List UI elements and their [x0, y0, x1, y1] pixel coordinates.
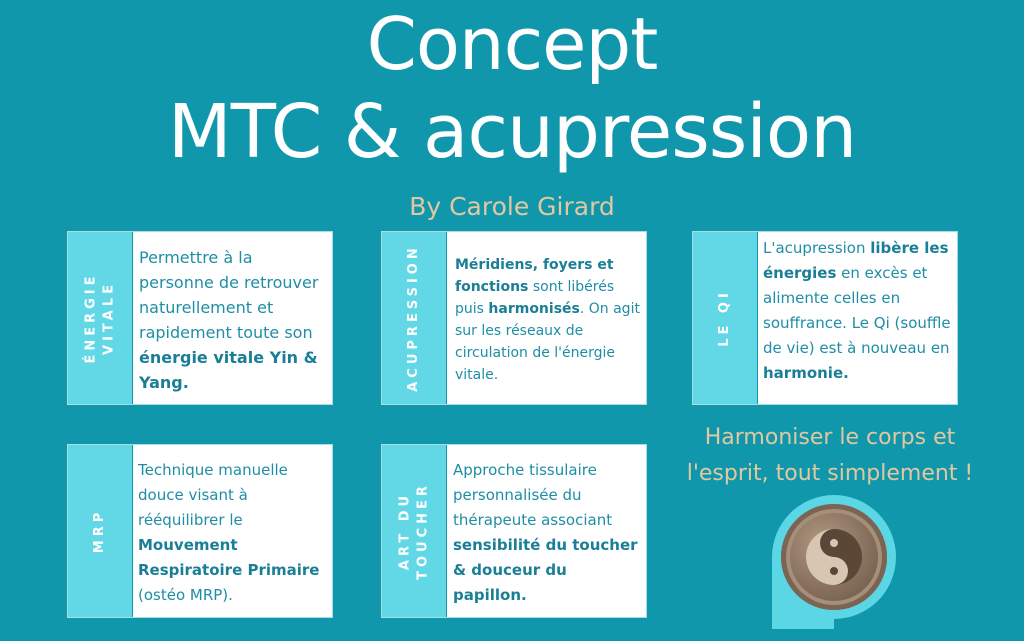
card-le-qi [692, 231, 958, 405]
card-tab [382, 232, 447, 404]
card-text-segment: . On agit sur les réseaux de circulation de l'énergie vitale. [455, 301, 640, 383]
card-text-segment: Permettre à la personne de retrouver naturellement et rapidement toute son [139, 248, 319, 342]
tab-line-1: LE QI [717, 289, 733, 347]
card-text-segment: Approche tissulaire personnalisée du thérapeute associant [453, 461, 613, 529]
card-tab [68, 445, 133, 617]
title-concept: Concept [366, 2, 658, 86]
card-text-segment: libère les énergies [763, 239, 949, 282]
card-text-segment: sensibilité du toucher & douceur du papillon. [453, 536, 638, 604]
card-body [757, 232, 957, 404]
card-text-segment: énergie vitale Yin & Yang. [139, 348, 318, 392]
yin-yang-dot-light [830, 539, 838, 547]
tab-line-2: TOUCHER [415, 482, 430, 580]
card-tab [693, 232, 758, 404]
card-tab-label [91, 509, 109, 553]
card-body [446, 445, 646, 617]
card-text-segment: L'acupression [763, 239, 871, 257]
card-body [132, 445, 332, 617]
card-tab-label [405, 244, 423, 392]
card-acupression [381, 231, 647, 405]
tab-line-1: ÉNERGIE [83, 272, 99, 364]
card-tab-label [396, 482, 431, 580]
card-art-du-toucher [381, 444, 647, 618]
tab-line-1: ART DU [397, 491, 413, 571]
card-body [132, 232, 332, 404]
card-text-segment: (ostéo MRP). [138, 586, 233, 604]
tagline-line-2: l'esprit, tout simplement ! [686, 461, 974, 486]
card-text-segment: en excès et alimente celles en souffrance. Le Qi (souffle de vie) est à nouveau en [763, 264, 951, 357]
title-mtc-acupression: MTC & acupression [167, 89, 857, 175]
card-tab-label [716, 289, 734, 347]
card-text-segment: sont libérés puis [455, 279, 615, 317]
card-tab-label [82, 272, 117, 363]
tagline [670, 420, 990, 492]
card-tab [382, 445, 447, 617]
yin-yang-dot-dark [830, 567, 838, 575]
card-body [446, 232, 646, 404]
tab-line-1: ACUPRESSION [406, 244, 422, 392]
card-text-segment: Méridiens, foyers et fonctions [455, 257, 614, 295]
tab-line-2: VITALE [101, 281, 116, 355]
card-mrp [67, 444, 333, 618]
tab-line-1: MRP [92, 508, 108, 554]
card-tab [68, 232, 133, 404]
card-energie-vitale [67, 231, 333, 405]
author-byline: By Carole Girard [409, 192, 615, 221]
card-text-segment: Technique manuelle douce visant à rééquilibrer le [138, 461, 288, 529]
card-text-segment: Mouvement Respiratoire Primaire [138, 536, 320, 579]
tagline-line-1: Harmoniser le corps et [704, 425, 956, 450]
card-text-segment: harmonie. [763, 364, 849, 382]
card-text-segment: harmonisés [488, 301, 580, 317]
